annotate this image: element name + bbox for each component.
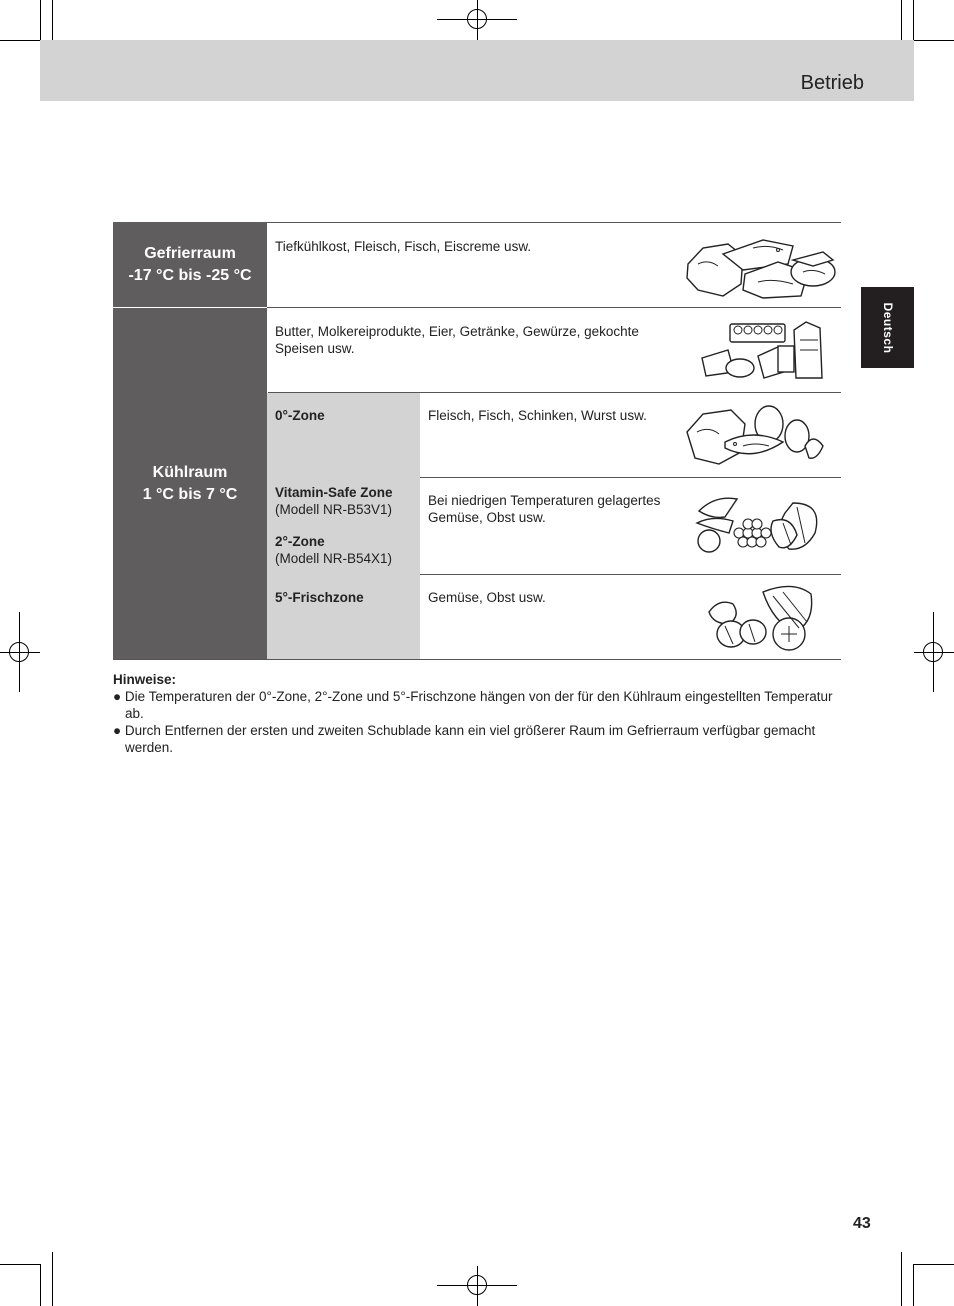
zone-0-cell <box>267 393 420 478</box>
zone-2-cell <box>267 527 420 575</box>
table-border <box>267 392 841 393</box>
zone-0-description: Fleisch, Fisch, Schinken, Wurst usw. <box>428 408 647 423</box>
note-item: ● Die Temperaturen der 0°-Zone, 2°-Zone und 5°-Frischzone hängen von der für den Kühlraum eingestellten Temperatur ab. <box>113 689 833 721</box>
vitamin-safe-zone-description: Bei niedrigen Temperaturen gelagertes Gemüse, Obst usw. <box>428 493 661 525</box>
table-border <box>420 477 841 478</box>
fresh-zone-name: 5°-Frischzone <box>275 590 364 605</box>
vitamin-safe-zone-cell <box>267 478 420 527</box>
table-border <box>420 574 841 575</box>
zone-0-name: 0°-Zone <box>275 408 325 423</box>
note-item: ● Durch Entfernen der ersten und zweiten Schublade kann ein viel größerer Raum im Gefrierraum verfügbar gemacht werden. <box>113 723 816 755</box>
fresh-zone-cell <box>267 575 420 660</box>
freezer-name: Gefrierraum <box>144 244 236 262</box>
fresh-produce-illustration <box>703 582 828 652</box>
dairy-illustration <box>698 316 828 382</box>
table-border <box>267 222 841 223</box>
freezer-cell <box>113 222 267 307</box>
meat-fish-illustration <box>683 402 838 468</box>
zone-2-name: 2°-Zone <box>275 534 325 549</box>
fridge-cell <box>113 308 267 660</box>
storage-zone-table <box>113 222 841 660</box>
notes-section <box>113 671 833 756</box>
page-number: 43 <box>853 1215 871 1232</box>
fresh-zone-description: Gemüse, Obst usw. <box>428 590 546 605</box>
freezer-description: Tiefkühlkost, Fleisch, Fisch, Eiscreme usw. <box>275 239 532 254</box>
frozen-food-illustration <box>683 234 838 300</box>
fridge-description: Butter, Molkereiprodukte, Eier, Getränke, Gewürze, gekochte Speisen usw. <box>275 324 639 356</box>
header-bar <box>40 40 914 101</box>
language-tab <box>861 287 914 368</box>
language-tab-label: Deutsch <box>880 302 895 353</box>
table-border <box>267 307 841 308</box>
fridge-range: 1 °C bis 7 °C <box>142 486 238 503</box>
notes-title: Hinweise: <box>113 672 177 687</box>
vitamin-safe-zone-model: (Modell NR-B53V1) <box>275 502 393 517</box>
vitamin-safe-zone-name: Vitamin-Safe Zone <box>275 485 393 500</box>
vegetables-fruit-illustration <box>693 493 828 555</box>
page-title: Betrieb <box>800 72 864 94</box>
freezer-range: -17 °C bis -25 °C <box>128 266 252 284</box>
zone-2-model: (Modell NR-B54X1) <box>275 551 393 566</box>
fridge-name: Kühlraum <box>152 464 228 481</box>
table-border <box>113 659 841 660</box>
